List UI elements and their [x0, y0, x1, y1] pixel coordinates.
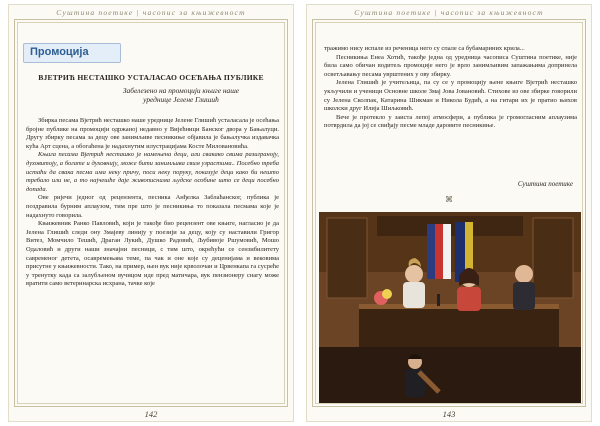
right-page	[306, 4, 592, 422]
paragraph: Песникиња Енеа Хотић, такође једна од уредница часописа Суштина поетике, није била само обичан водитељ промоције него је врло занимљивим запажањима допринела осветљавању песама уврштених у ову збирку.	[324, 53, 577, 78]
paragraph: Вече је протекло у заиста лепој атмосфери, а публика је громогласним аплаузима потврдила да јој се свиђају песме младе даровите песникиње.	[324, 113, 577, 130]
paragraph: Ове ријечи једног од рецензента, песника Анђелка Заблаћанског, публика је поздравила бурним аплаузом, тим пре што је песникиња то показала песмама које је надахнуто говорила.	[26, 194, 279, 219]
paragraph: Збирка песама Вјетрић несташко наше уреднице Јелене Глишић усталасала је осећања бројне публике на промоцији одржаној недавно у Вијећници Банског двора у Бањалуци. Другу збирку песама за децу ове занимљиве песникиње објавила је бањалучка издавачка кућа Арт сцена, а обогаћена је надахнутим илустрацијама Косте Миловановића.	[26, 117, 279, 150]
signature: Суштина поетике	[517, 180, 573, 188]
event-photo	[319, 212, 581, 403]
paragraph-quote: Књига песама Вјетрић несташко је намењена деци, али свакако свима разиграноју, духовитоју, а богате и духовнију, може бити занимљива свим узрастима.. Посебно треба истаћи да свака песма има неку причу, поси неку поруку, показује деци како би нешто требало или не, а то најчешће даје живописнима људске особине што се деци посебно допада.	[26, 151, 279, 193]
paragraph: Јелена Глишић је учитељица, па су се у промоцију њене књиге Вјетрић несташко укључили и ученици Основне школе Змај Јова Јовановић. Стихове из ове збирке говорили су Јелена Сколпак, Катарина Шикман и Никола Будић, а на гитари их је пратио њихов школски друг Илија Шиљковић.	[324, 79, 577, 113]
running-head: Суштина поетике | часопис за књижевност	[354, 8, 544, 17]
page-number: 143	[442, 409, 456, 419]
event-photo-illustration	[319, 212, 581, 403]
paragraph: Књижевник Ранко Павловић, који је такође био рецензент ове књиге, нагласио је да Јелена Глишић следи ону Змајеву линију у поезији за децу, коју су наставили Григор Витез, Момчило Тешић, Драган Лукић, Душко Радовић, Љубивоје Ршумовић, Мошо Одаловић и други наши значајни песници, с тим што, окрећући се сензибилитету савременог детета, осавремењава теме, па чак и оне које су деценијама и вековима присутне у књижевности. Тако, на пример, њен вук није крволочан и Црвенкапа га сусреће у тренутку када са залубљеном вучицом иде пред матичара, вук пензионеру снагу може вратити само ветеринарска исхрана, тачке које	[26, 220, 279, 288]
article-body-continued	[324, 45, 577, 131]
article-title: ВЈЕТРИЋ НЕСТАШКО УСТАЛАСАО ОСЕЋАЊА ПУБЛИКЕ	[38, 73, 264, 82]
section-label: Промоција	[30, 46, 89, 58]
section-header	[23, 43, 121, 63]
article-body	[26, 117, 279, 289]
article-subtitle-line-2: уреднице Јелене Глишић	[143, 95, 219, 104]
running-head: Суштина поетике | часопис за књижевност	[56, 8, 246, 17]
paragraph: тражимо нису испале из реченица него су спале са бубамариних крила...	[324, 45, 525, 52]
page-number: 142	[144, 409, 158, 419]
left-page	[8, 4, 294, 422]
ornament-separator-icon: ⌘	[445, 195, 453, 204]
article-subtitle-line-1: Забелезено на промоцији књиге наше	[122, 86, 240, 95]
